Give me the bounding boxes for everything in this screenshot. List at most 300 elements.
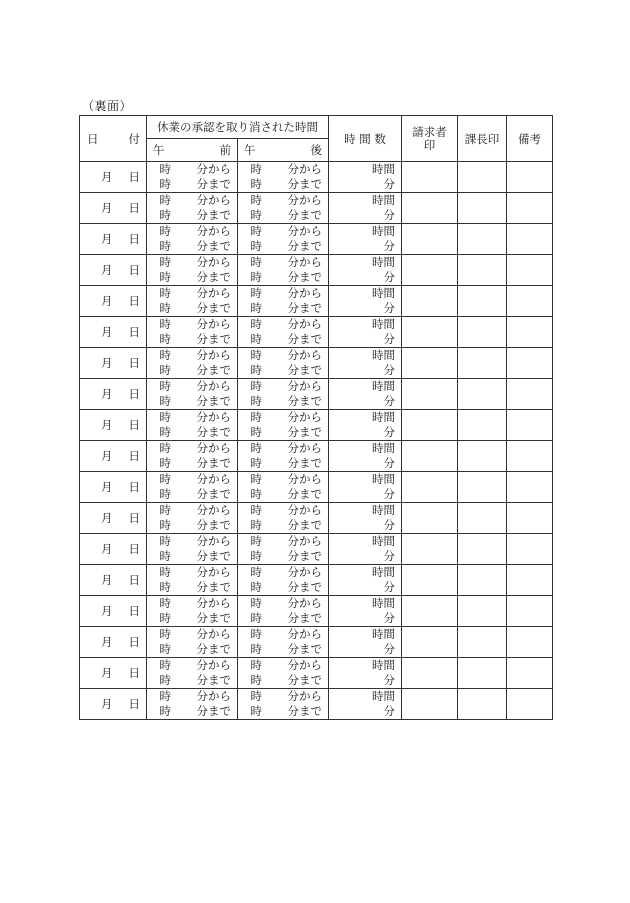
remarks-cell[interactable] (507, 286, 553, 317)
day-label: 日 (128, 666, 140, 680)
table-row (80, 503, 553, 534)
hour-label: 時 (250, 394, 262, 408)
hours-cell[interactable] (329, 503, 402, 534)
minute-from-label: 分から (287, 255, 322, 269)
minute-from-label: 分から (287, 410, 322, 424)
requester-seal-cell[interactable] (402, 317, 458, 348)
date-cell[interactable] (80, 472, 147, 503)
morning-from-line (147, 193, 237, 208)
minute-to-label: 分まで (287, 580, 322, 594)
afternoon-time-cell[interactable] (238, 286, 329, 317)
hours-cell[interactable] (329, 596, 402, 627)
day-label: 日 (128, 418, 140, 432)
minute-to-label: 分まで (287, 611, 322, 625)
requester-seal-cell[interactable] (402, 255, 458, 286)
morning-time-cell[interactable] (147, 627, 238, 658)
month-label: 月 (101, 294, 113, 308)
remarks-cell[interactable] (507, 627, 553, 658)
hours-unit-label: 時間 (372, 534, 395, 548)
remarks-cell[interactable] (507, 255, 553, 286)
minute-from-label: 分から (196, 410, 231, 424)
hour-label: 時 (250, 658, 262, 672)
date-header (80, 116, 147, 162)
afternoon-time-cell[interactable] (238, 348, 329, 379)
morning-from-line (147, 162, 237, 177)
manager-seal-cell[interactable] (458, 596, 507, 627)
hour-label: 時 (250, 363, 262, 377)
morning-time-cell[interactable] (147, 503, 238, 534)
morning-to-line (147, 394, 237, 409)
afternoon-to-line (238, 270, 328, 285)
page-caption: （裏面） (82, 99, 133, 113)
morning-header (147, 139, 238, 162)
minute-from-label: 分から (196, 224, 231, 238)
afternoon-time-cell[interactable] (238, 596, 329, 627)
day-label: 日 (128, 573, 140, 587)
minute-to-label: 分まで (196, 642, 231, 656)
afternoon-header (238, 139, 329, 162)
hour-label: 時 (159, 549, 171, 563)
manager-seal-cell[interactable] (458, 162, 507, 193)
hour-label: 時 (159, 596, 171, 610)
manager-seal-cell[interactable] (458, 379, 507, 410)
afternoon-from-line (238, 286, 328, 301)
manager-seal-cell[interactable] (458, 193, 507, 224)
morning-time-cell[interactable] (147, 534, 238, 565)
morning-from-line (147, 286, 237, 301)
month-label: 月 (101, 573, 113, 587)
afternoon-time-cell[interactable] (238, 255, 329, 286)
manager-seal-cell[interactable] (458, 472, 507, 503)
morning-from-line (147, 689, 237, 704)
hour-label: 時 (159, 317, 171, 331)
hour-label: 時 (159, 425, 171, 439)
afternoon-to-line (238, 301, 328, 316)
remarks-cell[interactable] (507, 441, 553, 472)
manager-seal-cell[interactable] (458, 286, 507, 317)
afternoon-to-line (238, 394, 328, 409)
hours-unit-label: 時間 (372, 596, 395, 610)
manager-seal-header: 課長印 (458, 116, 507, 162)
hours-cell[interactable] (329, 689, 402, 720)
hour-label: 時 (159, 394, 171, 408)
remarks-cell[interactable] (507, 224, 553, 255)
table-row (80, 193, 553, 224)
requester-seal-cell[interactable] (402, 565, 458, 596)
afternoon-time-cell[interactable] (238, 534, 329, 565)
morning-time-cell[interactable] (147, 596, 238, 627)
hour-label: 時 (250, 456, 262, 470)
manager-seal-cell[interactable] (458, 441, 507, 472)
date-cell[interactable] (80, 193, 147, 224)
minutes-unit-label: 分 (383, 549, 395, 563)
minute-to-label: 分まで (196, 177, 231, 191)
month-label: 月 (101, 666, 113, 680)
hours-cell[interactable] (329, 286, 402, 317)
requester-seal-cell[interactable] (402, 348, 458, 379)
requester-seal-cell[interactable] (402, 410, 458, 441)
hour-label: 時 (159, 689, 171, 703)
minute-to-label: 分まで (196, 363, 231, 377)
minute-to-label: 分まで (287, 642, 322, 656)
hour-label: 時 (250, 518, 262, 532)
hour-label: 時 (250, 270, 262, 284)
afternoon-time-cell[interactable] (238, 658, 329, 689)
morning-to-line (147, 673, 237, 688)
minutes-unit-label: 分 (383, 580, 395, 594)
minute-from-label: 分から (287, 441, 322, 455)
date-cell[interactable] (80, 658, 147, 689)
minute-to-label: 分まで (196, 549, 231, 563)
hour-label: 時 (250, 193, 262, 207)
date-cell[interactable] (80, 689, 147, 720)
afternoon-time-cell[interactable] (238, 503, 329, 534)
morning-to-line (147, 425, 237, 440)
date-cell[interactable] (80, 224, 147, 255)
hour-label: 時 (250, 301, 262, 315)
remarks-cell[interactable] (507, 317, 553, 348)
hour-label: 時 (250, 255, 262, 269)
manager-seal-cell[interactable] (458, 534, 507, 565)
hours-unit-label: 時間 (372, 565, 395, 579)
minute-from-label: 分から (287, 565, 322, 579)
minutes-unit-label: 分 (383, 425, 395, 439)
minute-to-label: 分まで (196, 301, 231, 315)
manager-seal-cell[interactable] (458, 224, 507, 255)
remarks-cell[interactable] (507, 596, 553, 627)
minutes-unit-label: 分 (383, 270, 395, 284)
morning-to-line (147, 208, 237, 223)
hours-cell[interactable] (329, 441, 402, 472)
requester-seal-cell[interactable] (402, 534, 458, 565)
requester-seal-cell[interactable] (402, 503, 458, 534)
requester-seal-cell[interactable] (402, 379, 458, 410)
month-label: 月 (101, 511, 113, 525)
minute-to-label: 分まで (196, 456, 231, 470)
requester-seal-cell[interactable] (402, 596, 458, 627)
minute-to-label: 分まで (287, 487, 322, 501)
afternoon-from-line (238, 689, 328, 704)
minute-to-label: 分まで (196, 425, 231, 439)
remarks-cell[interactable] (507, 162, 553, 193)
hours-cell[interactable] (329, 317, 402, 348)
morning-time-cell[interactable] (147, 410, 238, 441)
hour-label: 時 (250, 704, 262, 718)
hours-cell[interactable] (329, 534, 402, 565)
manager-seal-cell[interactable] (458, 689, 507, 720)
hour-label: 時 (250, 379, 262, 393)
morning-to-line (147, 611, 237, 626)
requester-seal-cell[interactable] (402, 162, 458, 193)
date-cell[interactable] (80, 317, 147, 348)
minute-to-label: 分まで (287, 456, 322, 470)
hour-label: 時 (159, 379, 171, 393)
morning-from-line (147, 224, 237, 239)
date-cell[interactable] (80, 503, 147, 534)
month-label: 月 (101, 697, 113, 711)
hour-label: 時 (250, 596, 262, 610)
morning-time-cell[interactable] (147, 348, 238, 379)
afternoon-to-line (238, 642, 328, 657)
hours-unit-label: 時間 (372, 348, 395, 362)
afternoon-header-right: 後 (310, 143, 322, 157)
table-row (80, 627, 553, 658)
afternoon-from-line (238, 193, 328, 208)
hours-cell[interactable] (329, 193, 402, 224)
morning-header-left: 午 (153, 143, 165, 157)
afternoon-time-cell[interactable] (238, 565, 329, 596)
minute-to-label: 分まで (196, 487, 231, 501)
hour-label: 時 (250, 286, 262, 300)
minute-to-label: 分まで (196, 394, 231, 408)
hour-label: 時 (250, 162, 262, 176)
hour-label: 時 (159, 270, 171, 284)
minutes-unit-label: 分 (383, 208, 395, 222)
hours-cell[interactable] (329, 255, 402, 286)
hour-label: 時 (159, 503, 171, 517)
date-cell[interactable] (80, 441, 147, 472)
minutes-unit-label: 分 (383, 673, 395, 687)
table-row (80, 379, 553, 410)
afternoon-time-cell[interactable] (238, 689, 329, 720)
minutes-unit-label: 分 (383, 301, 395, 315)
minute-to-label: 分まで (287, 673, 322, 687)
hour-label: 時 (250, 580, 262, 594)
morning-from-line (147, 379, 237, 394)
hour-label: 時 (159, 518, 171, 532)
date-cell[interactable] (80, 627, 147, 658)
afternoon-time-cell[interactable] (238, 224, 329, 255)
remarks-cell[interactable] (507, 534, 553, 565)
date-cell[interactable] (80, 162, 147, 193)
date-header-right: 付 (128, 131, 140, 146)
minute-to-label: 分まで (196, 704, 231, 718)
date-cell[interactable] (80, 596, 147, 627)
afternoon-time-cell[interactable] (238, 627, 329, 658)
requester-seal-cell[interactable] (402, 627, 458, 658)
morning-time-cell[interactable] (147, 317, 238, 348)
hours-cell[interactable] (329, 472, 402, 503)
day-label: 日 (128, 201, 140, 215)
day-label: 日 (128, 697, 140, 711)
afternoon-time-cell[interactable] (238, 379, 329, 410)
requester-seal-cell[interactable] (402, 658, 458, 689)
morning-time-cell[interactable] (147, 224, 238, 255)
hours-unit-label: 時間 (372, 224, 395, 238)
hours-unit-label: 時間 (372, 379, 395, 393)
afternoon-from-line (238, 441, 328, 456)
morning-time-cell[interactable] (147, 379, 238, 410)
morning-time-cell[interactable] (147, 689, 238, 720)
day-label: 日 (128, 356, 140, 370)
requester-seal-cell[interactable] (402, 193, 458, 224)
remarks-cell[interactable] (507, 348, 553, 379)
morning-time-cell[interactable] (147, 472, 238, 503)
afternoon-to-line (238, 456, 328, 471)
morning-to-line (147, 239, 237, 254)
minutes-unit-label: 分 (383, 487, 395, 501)
remarks-cell[interactable] (507, 193, 553, 224)
afternoon-time-cell[interactable] (238, 162, 329, 193)
morning-to-line (147, 549, 237, 564)
minute-to-label: 分まで (287, 363, 322, 377)
minutes-unit-label: 分 (383, 394, 395, 408)
month-label: 月 (101, 635, 113, 649)
hour-label: 時 (159, 487, 171, 501)
month-label: 月 (101, 232, 113, 246)
minute-to-label: 分まで (287, 208, 322, 222)
morning-time-cell[interactable] (147, 193, 238, 224)
hour-label: 時 (250, 224, 262, 238)
minute-to-label: 分まで (287, 177, 322, 191)
hour-label: 時 (159, 348, 171, 362)
hours-unit-label: 時間 (372, 472, 395, 486)
morning-from-line (147, 410, 237, 425)
minute-to-label: 分まで (287, 394, 322, 408)
manager-seal-cell[interactable] (458, 317, 507, 348)
date-cell[interactable] (80, 565, 147, 596)
minutes-unit-label: 分 (383, 642, 395, 656)
minute-from-label: 分から (287, 689, 322, 703)
hour-label: 時 (159, 441, 171, 455)
requester-seal-header-line2: 印 (423, 137, 436, 152)
manager-seal-cell[interactable] (458, 565, 507, 596)
afternoon-from-line (238, 410, 328, 425)
morning-time-cell[interactable] (147, 565, 238, 596)
minute-to-label: 分まで (196, 239, 231, 253)
hour-label: 時 (250, 565, 262, 579)
date-cell[interactable] (80, 255, 147, 286)
manager-seal-cell[interactable] (458, 348, 507, 379)
minute-from-label: 分から (196, 472, 231, 486)
minute-from-label: 分から (196, 565, 231, 579)
morning-time-cell[interactable] (147, 162, 238, 193)
afternoon-to-line (238, 549, 328, 564)
morning-to-line (147, 456, 237, 471)
minute-from-label: 分から (196, 193, 231, 207)
remarks-cell[interactable] (507, 689, 553, 720)
afternoon-time-cell[interactable] (238, 410, 329, 441)
hour-label: 時 (250, 239, 262, 253)
hour-label: 時 (250, 332, 262, 346)
hour-label: 時 (159, 193, 171, 207)
morning-from-line (147, 534, 237, 549)
hour-label: 時 (250, 410, 262, 424)
remarks-cell[interactable] (507, 410, 553, 441)
minutes-unit-label: 分 (383, 456, 395, 470)
date-cell[interactable] (80, 348, 147, 379)
remarks-cell[interactable] (507, 658, 553, 689)
minute-to-label: 分まで (287, 239, 322, 253)
manager-seal-cell[interactable] (458, 627, 507, 658)
morning-to-line (147, 642, 237, 657)
requester-seal-cell[interactable] (402, 286, 458, 317)
minute-from-label: 分から (287, 472, 322, 486)
date-cell[interactable] (80, 410, 147, 441)
month-label: 月 (101, 170, 113, 184)
hours-cell[interactable] (329, 565, 402, 596)
remarks-header: 備考 (507, 116, 553, 162)
requester-seal-cell[interactable] (402, 472, 458, 503)
hours-cell[interactable] (329, 224, 402, 255)
afternoon-from-line (238, 379, 328, 394)
requester-seal-cell[interactable] (402, 224, 458, 255)
hour-label: 時 (159, 162, 171, 176)
afternoon-from-line (238, 596, 328, 611)
date-cell[interactable] (80, 286, 147, 317)
manager-seal-cell[interactable] (458, 503, 507, 534)
manager-seal-cell[interactable] (458, 658, 507, 689)
hours-cell[interactable] (329, 348, 402, 379)
day-label: 日 (128, 387, 140, 401)
cancelled-time-header: 休業の承認を取り消された時間 (147, 116, 329, 139)
table-row (80, 317, 553, 348)
minute-from-label: 分から (196, 162, 231, 176)
afternoon-to-line (238, 208, 328, 223)
morning-from-line (147, 255, 237, 270)
morning-to-line (147, 332, 237, 347)
requester-seal-cell[interactable] (402, 441, 458, 472)
hour-label: 時 (159, 332, 171, 346)
morning-to-line (147, 301, 237, 316)
afternoon-time-cell[interactable] (238, 441, 329, 472)
manager-seal-cell[interactable] (458, 410, 507, 441)
manager-seal-cell[interactable] (458, 255, 507, 286)
table-row (80, 286, 553, 317)
table-row (80, 596, 553, 627)
hours-cell[interactable] (329, 658, 402, 689)
hour-label: 時 (159, 534, 171, 548)
hours-cell[interactable] (329, 627, 402, 658)
day-label: 日 (128, 542, 140, 556)
remarks-cell[interactable] (507, 503, 553, 534)
afternoon-header-left: 午 (244, 143, 256, 157)
afternoon-to-line (238, 239, 328, 254)
morning-time-cell[interactable] (147, 255, 238, 286)
minute-from-label: 分から (196, 286, 231, 300)
table-row (80, 689, 553, 720)
date-cell[interactable] (80, 534, 147, 565)
morning-time-cell[interactable] (147, 286, 238, 317)
afternoon-time-cell[interactable] (238, 317, 329, 348)
morning-from-line (147, 348, 237, 363)
remarks-cell[interactable] (507, 472, 553, 503)
minute-from-label: 分から (196, 534, 231, 548)
remarks-cell[interactable] (507, 379, 553, 410)
hours-cell[interactable] (329, 379, 402, 410)
minute-from-label: 分から (196, 348, 231, 362)
morning-from-line (147, 565, 237, 580)
minute-to-label: 分まで (196, 208, 231, 222)
remarks-cell[interactable] (507, 565, 553, 596)
afternoon-time-cell[interactable] (238, 472, 329, 503)
morning-time-cell[interactable] (147, 658, 238, 689)
hours-cell[interactable] (329, 162, 402, 193)
hour-label: 時 (159, 673, 171, 687)
date-cell[interactable] (80, 379, 147, 410)
morning-time-cell[interactable] (147, 441, 238, 472)
hour-label: 時 (159, 286, 171, 300)
minutes-unit-label: 分 (383, 363, 395, 377)
minute-from-label: 分から (287, 162, 322, 176)
table-row (80, 224, 553, 255)
minute-to-label: 分まで (196, 611, 231, 625)
requester-seal-cell[interactable] (402, 689, 458, 720)
minute-from-label: 分から (196, 255, 231, 269)
hour-label: 時 (250, 549, 262, 563)
hours-cell[interactable] (329, 410, 402, 441)
afternoon-time-cell[interactable] (238, 193, 329, 224)
